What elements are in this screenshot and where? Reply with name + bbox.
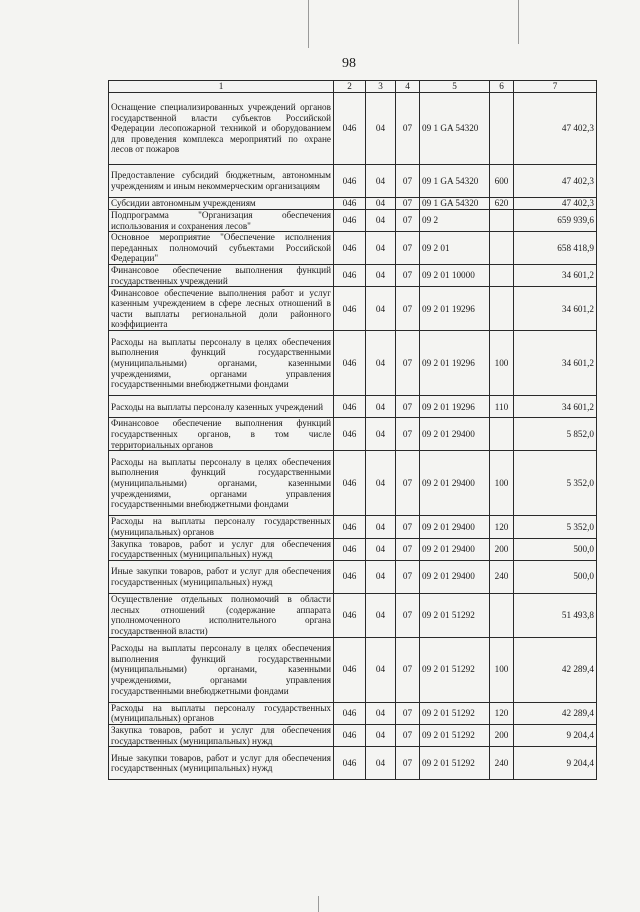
cell-target-article: 09 2 01 51292	[420, 747, 490, 780]
cell-amount: 34 601,2	[514, 396, 597, 418]
cell-amount: 42 289,4	[514, 702, 597, 724]
cell-description: Расходы на выплаты персоналу в целях обеспечения выполнения функций государственными (муниципальными) органами, казенными учреждениями, органами управления государственными внебюджетными фондами	[109, 331, 334, 396]
header-col-1: 1	[109, 81, 334, 93]
cell-subsection: 07	[396, 396, 420, 418]
cell-target-article: 09 2 01 51292	[420, 702, 490, 724]
cell-ministry-code: 046	[334, 232, 366, 265]
cell-section: 04	[366, 451, 396, 516]
cell-subsection: 07	[396, 560, 420, 593]
cell-subsection: 07	[396, 593, 420, 637]
cell-section: 04	[366, 538, 396, 560]
cell-description: Предоставление субсидий бюджетным, автономным учреждениям и иным некоммерческим организациям	[109, 165, 334, 198]
cell-ministry-code: 046	[334, 93, 366, 165]
table-row	[109, 198, 597, 210]
cell-subsection: 07	[396, 287, 420, 331]
cell-description: Расходы на выплаты персоналу государственных (муниципальных) органов	[109, 702, 334, 724]
cell-amount: 47 402,3	[514, 93, 597, 165]
cell-section: 04	[366, 396, 396, 418]
table-row	[109, 724, 597, 746]
cell-section: 04	[366, 287, 396, 331]
cell-subsection: 07	[396, 165, 420, 198]
cell-expense-type: 110	[490, 396, 514, 418]
cell-ministry-code: 046	[334, 724, 366, 746]
cell-section: 04	[366, 516, 396, 538]
cell-description: Расходы на выплаты персоналу в целях обеспечения выполнения функций государственными (муниципальными) органами, казенными учреждениями, органами управления государственными внебюджетными фондами	[109, 451, 334, 516]
cell-subsection: 07	[396, 93, 420, 165]
cell-expense-type: 100	[490, 451, 514, 516]
table-row	[109, 747, 597, 780]
cell-target-article: 09 1 GA 54320	[420, 165, 490, 198]
cell-expense-type: 240	[490, 747, 514, 780]
cell-expense-type: 620	[490, 198, 514, 210]
cell-description: Закупка товаров, работ и услуг для обеспечения государственных (муниципальных) нужд	[109, 538, 334, 560]
cell-expense-type	[490, 93, 514, 165]
cell-section: 04	[366, 418, 396, 451]
cell-section: 04	[366, 210, 396, 232]
table-row	[109, 93, 597, 165]
cell-expense-type: 120	[490, 516, 514, 538]
cell-subsection: 07	[396, 418, 420, 451]
cell-section: 04	[366, 593, 396, 637]
cell-description: Закупка товаров, работ и услуг для обеспечения государственных (муниципальных) нужд	[109, 724, 334, 746]
cell-expense-type: 200	[490, 538, 514, 560]
cell-amount: 5 352,0	[514, 451, 597, 516]
cell-target-article: 09 2 01 29400	[420, 560, 490, 593]
cell-subsection: 07	[396, 637, 420, 702]
cell-amount: 34 601,2	[514, 331, 597, 396]
cell-description: Расходы на выплаты персоналу в целях обеспечения выполнения функций государственными (муниципальными) органами, казенными учреждениями, органами управления государственными внебюджетными фондами	[109, 637, 334, 702]
table-row	[109, 210, 597, 232]
cell-section: 04	[366, 560, 396, 593]
cell-amount: 658 418,9	[514, 232, 597, 265]
table-row	[109, 232, 597, 265]
cell-ministry-code: 046	[334, 198, 366, 210]
cell-section: 04	[366, 702, 396, 724]
cell-description: Субсидии автономным учреждениям	[109, 198, 334, 210]
cell-target-article: 09 2 01 19296	[420, 331, 490, 396]
cell-amount: 9 204,4	[514, 724, 597, 746]
table-row	[109, 265, 597, 287]
cell-ministry-code: 046	[334, 560, 366, 593]
cell-ministry-code: 046	[334, 747, 366, 780]
cell-section: 04	[366, 198, 396, 210]
table-row	[109, 702, 597, 724]
cell-target-article: 09 2 01 29400	[420, 418, 490, 451]
cell-expense-type	[490, 210, 514, 232]
cell-subsection: 07	[396, 210, 420, 232]
cell-amount: 47 402,3	[514, 165, 597, 198]
cell-amount: 659 939,6	[514, 210, 597, 232]
cell-section: 04	[366, 265, 396, 287]
cell-ministry-code: 046	[334, 538, 366, 560]
cell-ministry-code: 046	[334, 702, 366, 724]
table-header-row	[109, 81, 597, 93]
table-row	[109, 637, 597, 702]
cell-target-article: 09 2 01	[420, 232, 490, 265]
cell-target-article: 09 1 GA 54320	[420, 93, 490, 165]
cell-subsection: 07	[396, 232, 420, 265]
cell-ministry-code: 046	[334, 265, 366, 287]
cell-description: Расходы на выплаты персоналу государственных (муниципальных) органов	[109, 516, 334, 538]
table-row	[109, 451, 597, 516]
cell-description: Финансовое обеспечение выполнения функций государственных учреждений	[109, 265, 334, 287]
cell-description: Финансовое обеспечение выполнения функций государственных органов, в том числе территориальных органов	[109, 418, 334, 451]
cell-expense-type: 100	[490, 637, 514, 702]
header-col-5: 5	[420, 81, 490, 93]
cell-amount: 47 402,3	[514, 198, 597, 210]
cell-subsection: 07	[396, 724, 420, 746]
cell-target-article: 09 2	[420, 210, 490, 232]
cell-description: Расходы на выплаты персоналу казенных учреждений	[109, 396, 334, 418]
cell-target-article: 09 2 01 51292	[420, 593, 490, 637]
header-col-6: 6	[490, 81, 514, 93]
cell-ministry-code: 046	[334, 593, 366, 637]
cell-amount: 42 289,4	[514, 637, 597, 702]
cell-description: Осуществление отдельных полномочий в области лесных отношений (содержание аппарата уполномоченного исполнительного органа государственной власти)	[109, 593, 334, 637]
page-number: 98	[342, 56, 356, 71]
cell-section: 04	[366, 747, 396, 780]
table-row	[109, 331, 597, 396]
cell-amount: 9 204,4	[514, 747, 597, 780]
cell-ministry-code: 046	[334, 331, 366, 396]
table-row	[109, 593, 597, 637]
table-row	[109, 538, 597, 560]
cell-expense-type	[490, 593, 514, 637]
table-row	[109, 418, 597, 451]
cell-expense-type: 100	[490, 331, 514, 396]
cell-amount: 34 601,2	[514, 265, 597, 287]
cell-subsection: 07	[396, 451, 420, 516]
cell-amount: 51 493,8	[514, 593, 597, 637]
cell-subsection: 07	[396, 198, 420, 210]
cell-ministry-code: 046	[334, 287, 366, 331]
cell-expense-type	[490, 265, 514, 287]
cell-expense-type: 120	[490, 702, 514, 724]
cell-section: 04	[366, 331, 396, 396]
cell-expense-type	[490, 232, 514, 265]
table-row	[109, 287, 597, 331]
cell-target-article: 09 2 01 51292	[420, 724, 490, 746]
table-row	[109, 396, 597, 418]
cell-amount: 5 852,0	[514, 418, 597, 451]
page-edge-line-left	[308, 0, 309, 48]
cell-ministry-code: 046	[334, 210, 366, 232]
cell-description: Иные закупки товаров, работ и услуг для обеспечения государственных (муниципальных) нужд	[109, 560, 334, 593]
cell-expense-type	[490, 287, 514, 331]
cell-section: 04	[366, 724, 396, 746]
cell-target-article: 09 1 GA 54320	[420, 198, 490, 210]
table-row	[109, 516, 597, 538]
cell-target-article: 09 2 01 51292	[420, 637, 490, 702]
cell-ministry-code: 046	[334, 637, 366, 702]
cell-ministry-code: 046	[334, 396, 366, 418]
cell-ministry-code: 046	[334, 165, 366, 198]
cell-target-article: 09 2 01 19296	[420, 287, 490, 331]
budget-table	[108, 80, 597, 780]
cell-section: 04	[366, 637, 396, 702]
header-col-4: 4	[396, 81, 420, 93]
cell-subsection: 07	[396, 538, 420, 560]
cell-expense-type: 600	[490, 165, 514, 198]
cell-subsection: 07	[396, 516, 420, 538]
cell-description: Оснащение специализированных учреждений органов государственной власти субъектов Российской Федерации лесопожарной техникой и оборудованием для проведения комплекса мероприятий по охране лесов от пожаров	[109, 93, 334, 165]
header-col-2: 2	[334, 81, 366, 93]
cell-expense-type	[490, 418, 514, 451]
cell-subsection: 07	[396, 702, 420, 724]
cell-subsection: 07	[396, 265, 420, 287]
cell-target-article: 09 2 01 19296	[420, 396, 490, 418]
table-row	[109, 165, 597, 198]
cell-ministry-code: 046	[334, 516, 366, 538]
cell-description: Подпрограмма "Организация обеспечения использования и сохранения лесов"	[109, 210, 334, 232]
cell-description: Финансовое обеспечение выполнения работ и услуг казенным учреждением в сфере лесных отношений в части выплаты региональной доли районного коэффициента	[109, 287, 334, 331]
cell-target-article: 09 2 01 10000	[420, 265, 490, 287]
cell-description: Иные закупки товаров, работ и услуг для обеспечения государственных (муниципальных) нужд	[109, 747, 334, 780]
cell-expense-type: 200	[490, 724, 514, 746]
page-edge-line-right	[518, 0, 519, 44]
cell-description: Основное мероприятие "Обеспечение исполнения переданных полномочий субъектами Российской Федерации"	[109, 232, 334, 265]
cell-ministry-code: 046	[334, 451, 366, 516]
cell-amount: 500,0	[514, 560, 597, 593]
cell-subsection: 07	[396, 747, 420, 780]
cell-amount: 500,0	[514, 538, 597, 560]
cell-subsection: 07	[396, 331, 420, 396]
cell-expense-type: 240	[490, 560, 514, 593]
cell-section: 04	[366, 232, 396, 265]
table-row	[109, 560, 597, 593]
cell-target-article: 09 2 01 29400	[420, 538, 490, 560]
cell-section: 04	[366, 165, 396, 198]
cell-ministry-code: 046	[334, 418, 366, 451]
header-col-7: 7	[514, 81, 597, 93]
cell-amount: 5 352,0	[514, 516, 597, 538]
header-col-3: 3	[366, 81, 396, 93]
cell-section: 04	[366, 93, 396, 165]
cell-amount: 34 601,2	[514, 287, 597, 331]
cell-target-article: 09 2 01 29400	[420, 516, 490, 538]
cell-target-article: 09 2 01 29400	[420, 451, 490, 516]
page-edge-line-bottom	[318, 896, 319, 912]
